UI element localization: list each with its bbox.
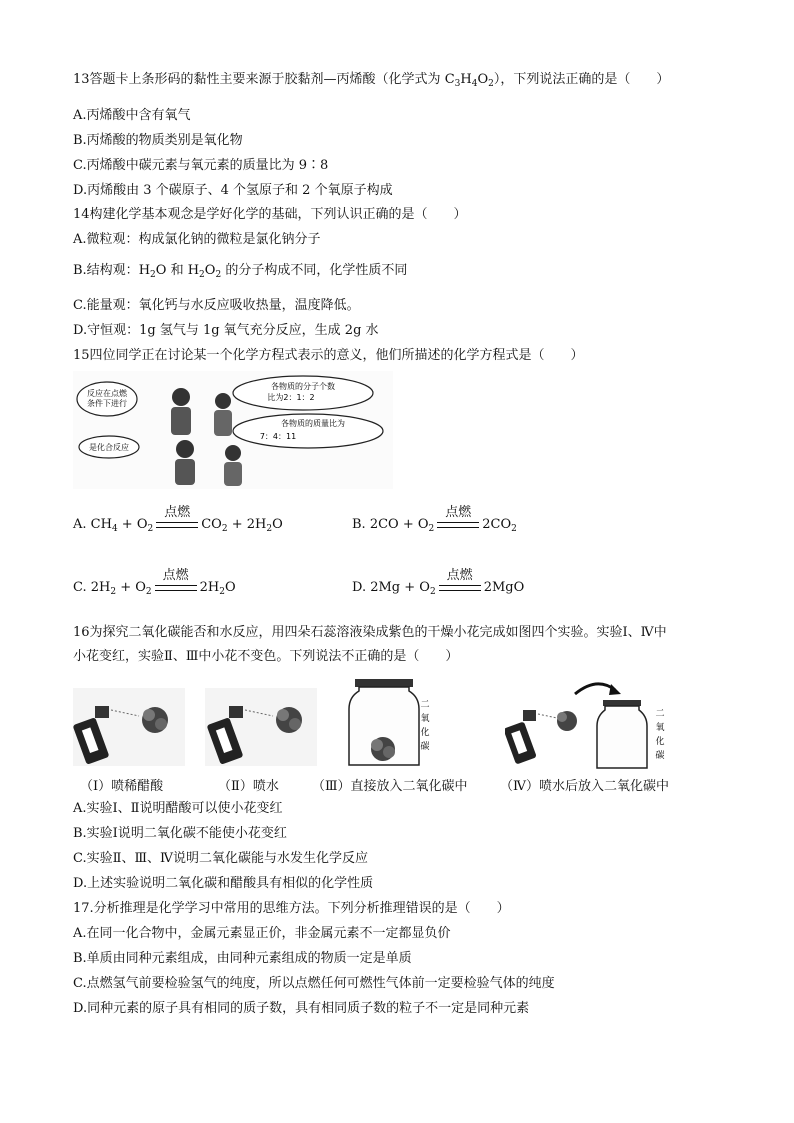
q13-option-a: A.丙烯酸中含有氧气 <box>73 108 191 123</box>
condition-arrow: 点燃 <box>154 514 200 532</box>
q14-option-a: A.微粒观：构成氯化钠的微粒是氯化钠分子 <box>73 232 321 247</box>
q13-option-c: C.丙烯酸中碳元素与氧元素的质量比为 9∶8 <box>73 158 329 173</box>
q16-option-c: C.实验Ⅱ、Ⅲ、Ⅳ说明二氧化碳能与水发生化学反应 <box>73 851 368 866</box>
q14-option-d: D.守恒观：1g 氢气与 1g 氧气充分反应，生成 2g 水 <box>73 323 379 338</box>
jar-label-char-4: 碳 <box>655 751 665 761</box>
caption-experiment-4: （Ⅳ）喷水后放入二氧化碳中 <box>500 779 669 794</box>
jar-label-char-1: 二 <box>420 700 430 710</box>
experiment-2-spray-water <box>205 688 317 766</box>
q13-option-d: D.丙烯酸由 3 个碳原子、4 个氢原子和 2 个氧原子构成 <box>73 183 393 198</box>
q15-stem: 15四位同学正在讨论某一个化学方程式表示的意义，他们所描述的化学方程式是（ ） <box>73 348 584 363</box>
svg-text:条件下进行: 条件下进行 <box>87 399 127 408</box>
experiment-1-spray-vinegar <box>73 688 185 766</box>
svg-text:反应在点燃: 反应在点燃 <box>87 389 127 398</box>
caption-experiment-2: （Ⅱ）喷水 <box>218 779 279 794</box>
student-figure-1 <box>171 388 191 435</box>
q17-stem: 17.分析推理是化学学习中常用的思维方法。下列分析推理错误的是（ ） <box>73 901 510 916</box>
q15-option-a: A. $CH_4 + O_2$ 点燃 $CO_2 + 2H_2O$ <box>73 505 283 534</box>
experiment-3-jar-co2 <box>345 677 435 769</box>
speech-bubble-condition <box>77 382 137 416</box>
q15-option-d: D. $2Mg + O_2$ 点燃 2MgO <box>352 568 525 597</box>
curved-arrow-icon <box>575 684 621 695</box>
q17-option-c: C.点燃氢气前要检验氢气的纯度，所以点燃任何可燃性气体前一定要检验气体的纯度 <box>73 976 555 991</box>
q17-option-d: D.同种元素的原子具有相同的质子数，具有相同质子数的粒子不一定是同种元素 <box>73 1001 530 1016</box>
jar-label-char-1: 二 <box>655 709 665 719</box>
q17-option-a: A.在同一化合物中，金属元素显正价，非金属元素不一定都显负价 <box>73 926 451 941</box>
student-figure-4 <box>224 445 242 486</box>
student-figure-2 <box>214 393 232 436</box>
svg-text:是化合反应: 是化合反应 <box>89 443 129 452</box>
jar-label-char-4: 碳 <box>420 742 430 752</box>
flower-icon <box>276 707 302 733</box>
q13-option-b: B.丙烯酸的物质类别是氧化物 <box>73 133 243 148</box>
jar-label-co2 <box>420 700 429 752</box>
q14-option-b: B.结构观：$H_2O$ 和 $H_2O_2$ 的分子构成不同，化学性质不同 <box>73 263 408 280</box>
jar-label-co2 <box>655 709 664 761</box>
caption-experiment-1: （Ⅰ）喷稀醋酸 <box>80 779 164 794</box>
caption-experiment-3: （Ⅲ）直接放入二氧化碳中 <box>312 779 468 794</box>
svg-text:比为2：1：2: 比为2：1：2 <box>267 393 315 402</box>
condition-arrow: 点燃 <box>153 577 199 595</box>
q16-option-b: B.实验Ⅰ说明二氧化碳不能使小花变红 <box>73 826 287 841</box>
spray-bottle-icon <box>505 710 537 765</box>
q16-option-d: D.上述实验说明二氧化碳和醋酸具有相似的化学性质 <box>73 876 374 891</box>
speech-bubble-molecule-ratio <box>233 376 373 410</box>
jar-label-char-3: 化 <box>655 737 665 747</box>
students-discussion-illustration <box>73 371 393 489</box>
q14-option-c: C.能量观：氧化钙与水反应吸收热量，温度降低。 <box>73 298 360 313</box>
svg-text:各物质的质量比为: 各物质的质量比为 <box>281 419 345 428</box>
acrylic-acid-formula: $C_3H_4O_2$ <box>444 72 494 89</box>
condition-arrow: 点燃 <box>435 514 481 532</box>
q16-option-a: A.实验Ⅰ、Ⅱ说明醋酸可以使小花变红 <box>73 801 283 816</box>
svg-text:7：4：11: 7：4：11 <box>259 432 297 441</box>
svg-text:各物质的分子个数: 各物质的分子个数 <box>271 382 335 391</box>
student-figure-3 <box>175 440 195 485</box>
speech-bubble-combination <box>79 436 139 458</box>
jar-label-char-3: 化 <box>420 728 430 738</box>
q15-option-b: B. $2CO + O_2$ 点燃 $2CO_2$ <box>352 505 517 534</box>
flower-icon <box>142 707 168 733</box>
q17-option-b: B.单质由同种元素组成，由同种元素组成的物质一定是单质 <box>73 951 412 966</box>
flower-icon <box>557 711 577 731</box>
q16-stem-line2: 小花变红，实验Ⅱ、Ⅲ中小花不变色。下列说法不正确的是（ ） <box>73 649 459 664</box>
q15-option-c: C. $2H_2 + O_2$ 点燃 $2H_2O$ <box>73 568 236 597</box>
jar-label-char-2: 氧 <box>655 723 665 733</box>
flower-icon <box>371 737 395 761</box>
gas-jar-icon <box>597 700 647 768</box>
jar-label-char-2: 氧 <box>420 714 430 724</box>
q16-stem-line1: 16为探究二氧化碳能否和水反应，用四朵石蕊溶液染成紫色的干燥小花完成如图四个实验。实验Ⅰ、Ⅳ中 <box>73 625 667 640</box>
speech-bubble-mass-ratio <box>233 414 383 448</box>
experiment-4-spray-then-jar <box>505 676 675 770</box>
q14-stem: 14构建化学基本观念是学好化学的基础，下列认识正确的是（ ） <box>73 207 467 222</box>
condition-arrow: 点燃 <box>437 577 483 595</box>
q13-stem: 13答题卡上条形码的黏性主要来源于胶黏剂—丙烯酸（化学式为 $C_3H_4O_2$），下列说法正确的是（ ） <box>73 72 670 89</box>
